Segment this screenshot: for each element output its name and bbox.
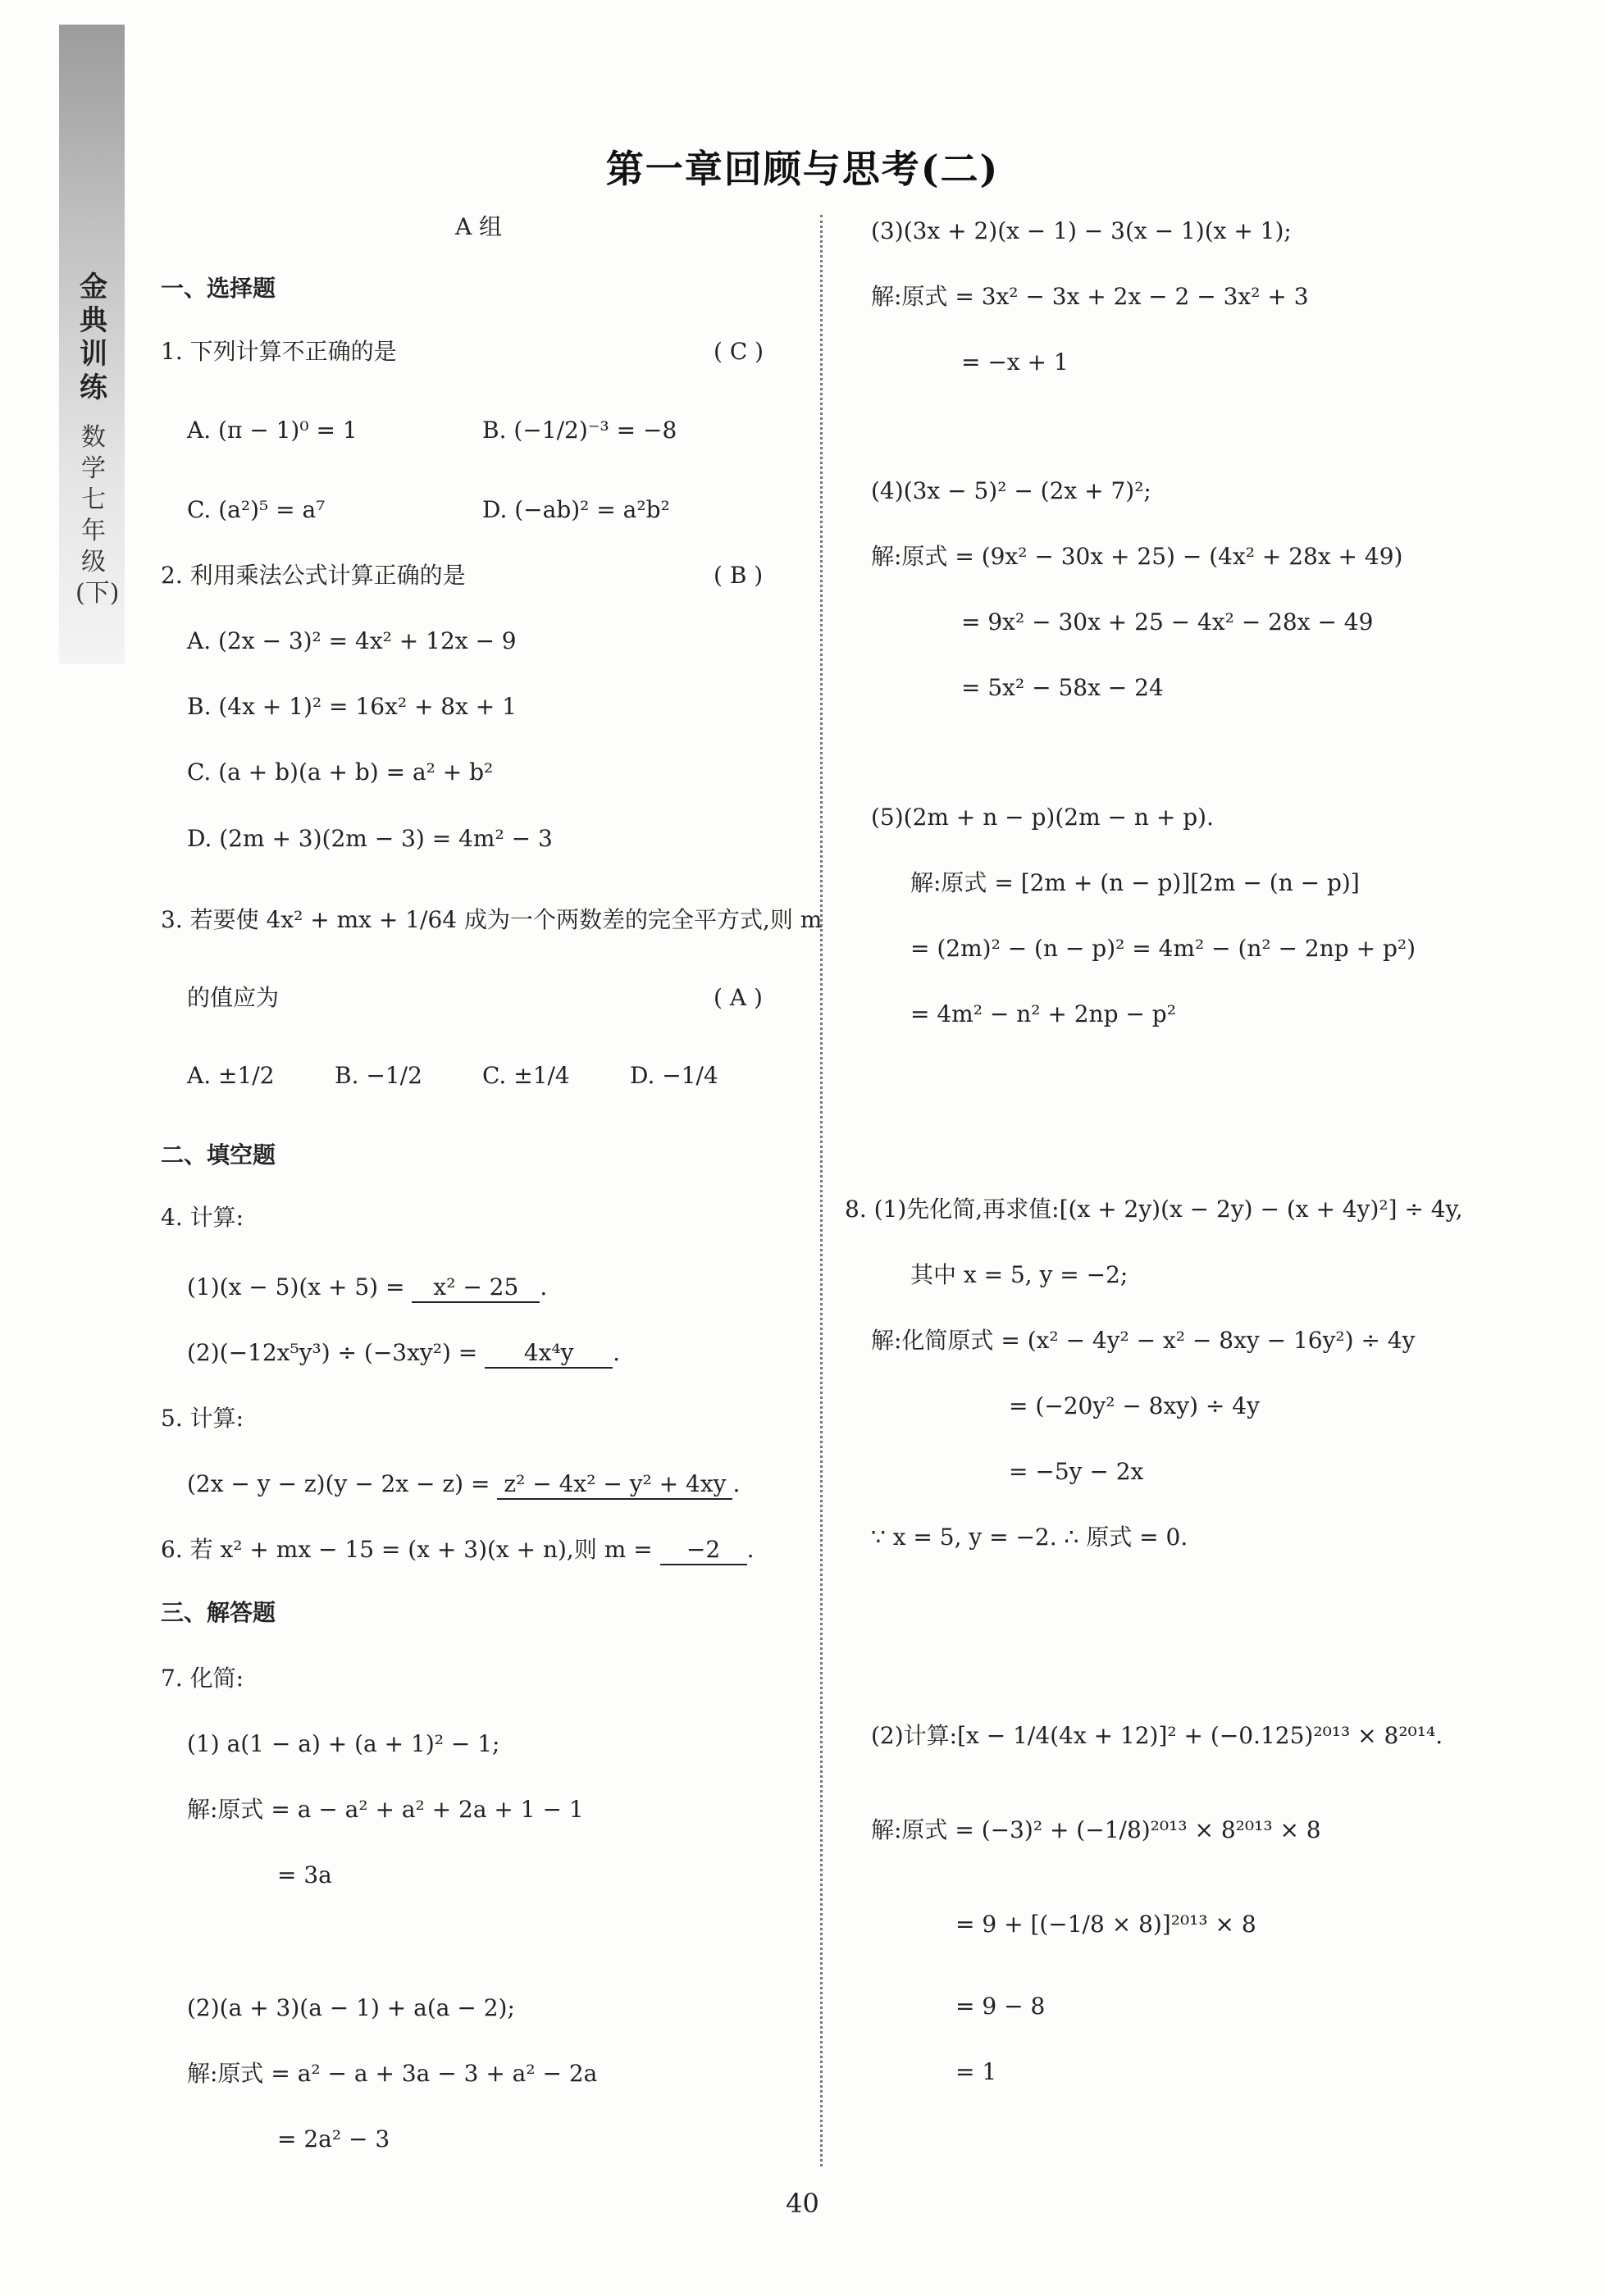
q4-part2-expr: (2)(−12x⁵y³) ÷ (−3xy²) = bbox=[187, 1339, 478, 1366]
q1-option-d: D. (−ab)² = a²b² bbox=[482, 496, 670, 523]
q3-stem: 3. 若要使 4x² + mx + 1/64 成为一个两数差的完全平方式,则 m bbox=[161, 906, 823, 933]
q2-option-d: D. (2m + 3)(2m − 3) = 4m² − 3 bbox=[187, 825, 553, 852]
q4-stem: 4. 计算: bbox=[161, 1204, 244, 1231]
book-subtitle: 数学 七年级(下) bbox=[75, 423, 120, 608]
q2-option-b: B. (4x + 1)² = 16x² + 8x + 1 bbox=[187, 693, 517, 720]
q8-part2: (2)计算:[x − 1/4(4x + 12)]² + (−0.125)²⁰¹³ × 8²⁰¹⁴. bbox=[871, 1722, 1443, 1749]
q2-option-c: C. (a + b)(a + b) = a² + b² bbox=[187, 758, 494, 786]
q8-part1-condition: 其中 x = 5, y = −2; bbox=[910, 1261, 1129, 1288]
q7-part3: (3)(3x + 2)(x − 1) − 3(x − 1)(x + 1); bbox=[871, 217, 1292, 244]
q2-option-a: A. (2x − 3)² = 4x² + 12x − 9 bbox=[187, 627, 517, 654]
q1-option-b: B. (−1/2)⁻³ = −8 bbox=[482, 417, 677, 444]
q7-part5-step2: = (2m)² − (n − p)² = 4m² − (n² − 2np + p²) bbox=[910, 935, 1416, 962]
q1-option-c: C. (a²)⁵ = a⁷ bbox=[187, 496, 326, 523]
q7-part3-step2: = −x + 1 bbox=[961, 348, 1069, 376]
q6-answer: −2 bbox=[660, 1536, 747, 1565]
q1-stem: 1. 下列计算不正确的是 bbox=[161, 338, 397, 365]
column-divider bbox=[820, 215, 823, 2166]
q3-option-d: D. −1/4 bbox=[630, 1062, 718, 1089]
q8-part1-step2: = (−20y² − 8xy) ÷ 4y bbox=[1009, 1392, 1260, 1419]
section-heading-solve: 三、解答题 bbox=[161, 1599, 276, 1626]
q6: 6. 若 x² + mx − 15 = (x + 3)(x + n),则 m = −2 . bbox=[161, 1536, 754, 1565]
q7-part2-step1: 解:原式 = a² − a + 3a − 3 + a² − 2a bbox=[187, 2060, 598, 2087]
q8-part2-step4: = 1 bbox=[955, 2058, 997, 2085]
book-title: 金典训练 bbox=[80, 271, 107, 404]
q7-part5-step3: = 4m² − n² + 2np − p² bbox=[910, 1000, 1176, 1027]
q5-part1-expr: (2x − y − z)(y − 2x − z) = bbox=[187, 1470, 490, 1497]
q4-part2: (2)(−12x⁵y³) ÷ (−3xy²) = 4x⁴y . bbox=[187, 1339, 620, 1369]
q3-answer: ( A ) bbox=[714, 984, 763, 1011]
section-heading-choice: 一、选择题 bbox=[161, 275, 276, 302]
page-title: 第一章回顾与思考(二) bbox=[605, 147, 1000, 191]
q3-option-c: C. ±1/4 bbox=[482, 1062, 570, 1089]
q4-part2-answer: 4x⁴y bbox=[485, 1339, 613, 1369]
q7-part4-step3: = 5x² − 58x − 24 bbox=[961, 674, 1164, 701]
page-number: 40 bbox=[786, 2188, 819, 2219]
q5-part1-answer: z² − 4x² − y² + 4xy bbox=[497, 1470, 732, 1500]
q3-option-a: A. ±1/2 bbox=[187, 1062, 275, 1089]
q7-part1-step2: = 3a bbox=[277, 1861, 332, 1888]
q8-part1-step3: = −5y − 2x bbox=[1009, 1458, 1144, 1485]
q7-part3-step1: 解:原式 = 3x² − 3x + 2x − 2 − 3x² + 3 bbox=[871, 283, 1309, 310]
q8-part2-step1: 解:原式 = (−3)² + (−1/8)²⁰¹³ × 8²⁰¹³ × 8 bbox=[871, 1816, 1321, 1843]
q8-part1-conclusion: ∵ x = 5, y = −2. ∴ 原式 = 0. bbox=[871, 1524, 1188, 1551]
q6-stem: 6. 若 x² + mx − 15 = (x + 3)(x + n),则 m = bbox=[161, 1536, 653, 1563]
q4-part1: (1)(x − 5)(x + 5) = x² − 25 . bbox=[187, 1273, 547, 1303]
q5-stem: 5. 计算: bbox=[161, 1405, 244, 1432]
q1-option-a: A. (π − 1)⁰ = 1 bbox=[187, 417, 358, 444]
q3-option-b: B. −1/2 bbox=[335, 1062, 422, 1089]
q7-part5: (5)(2m + n − p)(2m − n + p). bbox=[871, 804, 1214, 831]
q4-part1-expr: (1)(x − 5)(x + 5) = bbox=[187, 1273, 405, 1301]
q8-part1-step1: 解:化简原式 = (x² − 4y² − x² − 8xy − 16y²) ÷ 4y bbox=[871, 1327, 1416, 1354]
q8-part1: 8. (1)先化简,再求值:[(x + 2y)(x − 2y) − (x + 4y)²] ÷ 4y, bbox=[845, 1196, 1463, 1223]
q4-part1-answer: x² − 25 bbox=[412, 1273, 540, 1303]
q2-answer: ( B ) bbox=[714, 562, 764, 589]
q7-part4-step1: 解:原式 = (9x² − 30x + 25) − (4x² + 28x + 49) bbox=[871, 543, 1403, 570]
q7-part2: (2)(a + 3)(a − 1) + a(a − 2); bbox=[187, 1994, 515, 2021]
q7-part1-step1: 解:原式 = a − a² + a² + 2a + 1 − 1 bbox=[187, 1796, 584, 1823]
q7-part5-step1: 解:原式 = [2m + (n − p)][2m − (n − p)] bbox=[910, 869, 1360, 896]
q5-part1: (2x − y − z)(y − 2x − z) = z² − 4x² − y² + 4xy . bbox=[187, 1470, 740, 1500]
q7-stem: 7. 化简: bbox=[161, 1665, 244, 1692]
q3-stem-continued: 的值应为 bbox=[187, 984, 280, 1011]
q7-part1: (1) a(1 − a) + (a + 1)² − 1; bbox=[187, 1730, 500, 1757]
q8-part2-step3: = 9 − 8 bbox=[955, 1993, 1046, 2020]
q2-stem: 2. 利用乘法公式计算正确的是 bbox=[161, 562, 466, 589]
q7-part4-step2: = 9x² − 30x + 25 − 4x² − 28x − 49 bbox=[961, 608, 1374, 636]
q1-answer: ( C ) bbox=[714, 338, 764, 365]
group-label: A 组 bbox=[455, 213, 503, 240]
q7-part2-step2: = 2a² − 3 bbox=[277, 2125, 390, 2152]
section-heading-fill: 二、填空题 bbox=[161, 1141, 276, 1168]
q7-part4: (4)(3x − 5)² − (2x + 7)²; bbox=[871, 477, 1151, 504]
q8-part2-step2: = 9 + [(−1/8 × 8)]²⁰¹³ × 8 bbox=[955, 1911, 1256, 1938]
